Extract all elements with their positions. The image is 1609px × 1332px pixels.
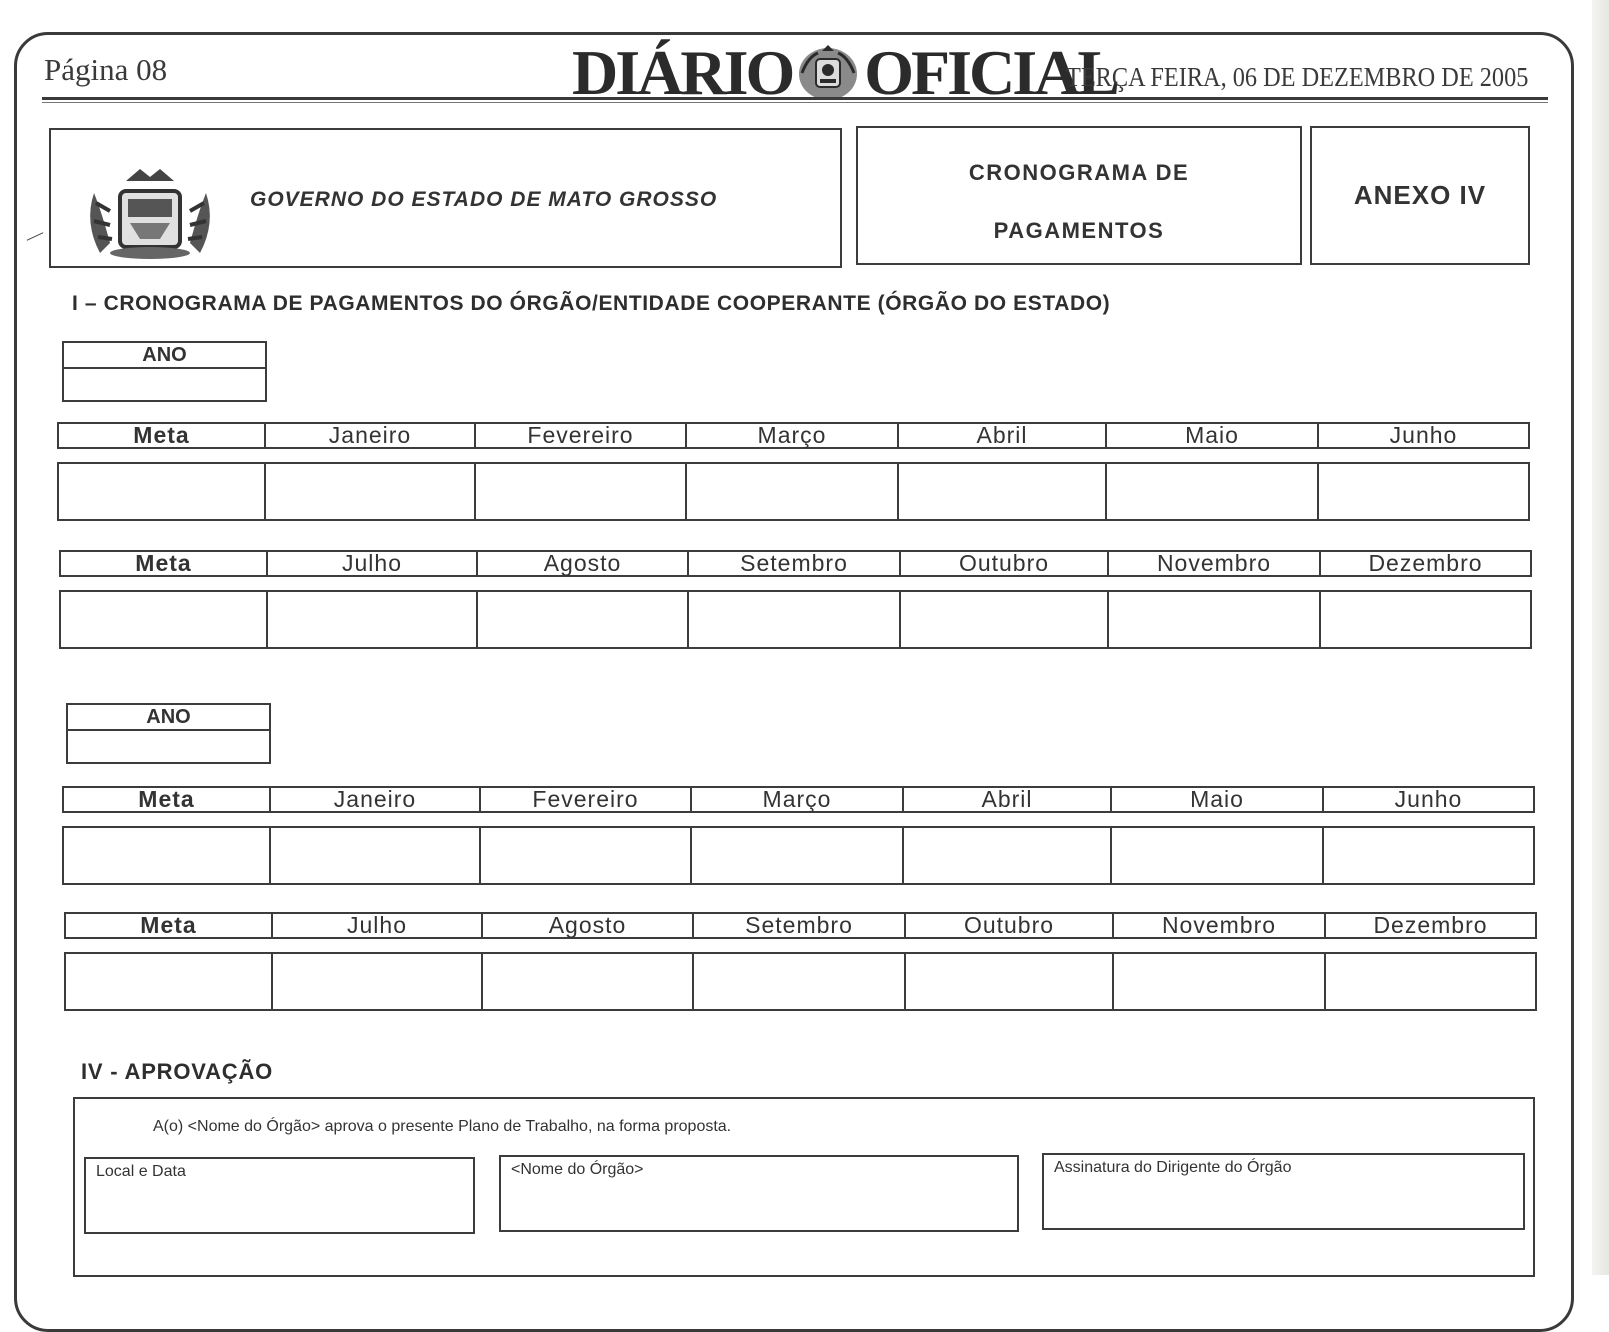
month-header: Novembro <box>1113 913 1325 938</box>
month-header: Janeiro <box>270 787 480 812</box>
meta-header: Meta <box>60 551 267 576</box>
local-date-label: Local e Data <box>96 1163 186 1180</box>
row-gap <box>58 448 1529 463</box>
month-value-cell[interactable] <box>1323 827 1534 884</box>
month-value-cell[interactable] <box>267 591 477 648</box>
month-value-cell[interactable] <box>688 591 900 648</box>
month-header: Fevereiro <box>475 423 686 448</box>
row-gap <box>65 938 1536 953</box>
section-1-title: I – CRONOGRAMA DE PAGAMENTOS DO ÓRGÃO/ENTIDADE COOPERANTE (ÓRGÃO DO ESTADO) <box>72 292 1111 315</box>
month-header: Setembro <box>693 913 905 938</box>
local-date-field[interactable] <box>84 1157 475 1234</box>
signature-field[interactable] <box>1042 1153 1525 1230</box>
month-value-cell[interactable] <box>693 953 905 1010</box>
month-value-cell[interactable] <box>1111 827 1323 884</box>
government-name: GOVERNO DO ESTADO DE MATO GROSSO <box>250 188 718 211</box>
month-value-cell[interactable] <box>1320 591 1531 648</box>
month-header: Outubro <box>900 551 1108 576</box>
row-gap <box>63 812 1534 827</box>
annex-label: ANEXO IV <box>1353 180 1487 210</box>
schedule-table-1b <box>59 550 1532 649</box>
organ-name-label: <Nome do Órgão> <box>511 1161 644 1178</box>
scan-edge-shade <box>1592 0 1609 1275</box>
month-value-cell[interactable] <box>270 827 480 884</box>
section-4-title: IV - APROVAÇÃO <box>81 1059 274 1084</box>
month-value-cell[interactable] <box>480 827 691 884</box>
schedule-table-1a <box>57 422 1530 521</box>
year-label: ANO <box>68 705 269 731</box>
month-value-cell[interactable] <box>691 827 903 884</box>
schedule-table-2a <box>62 786 1535 885</box>
meta-header: Meta <box>58 423 265 448</box>
month-header: Abril <box>903 787 1111 812</box>
publication-date: TERÇA FEIRA, 06 DE DEZEMBRO DE 2005 <box>1066 62 1529 92</box>
month-header: Dezembro <box>1320 551 1531 576</box>
row-gap <box>60 576 1531 591</box>
month-header: Julho <box>267 551 477 576</box>
month-header: Agosto <box>482 913 693 938</box>
month-value-cell[interactable] <box>903 827 1111 884</box>
schedule-table-2b <box>64 912 1537 1011</box>
month-value-cell[interactable] <box>898 463 1106 520</box>
coat-of-arms-icon <box>796 43 860 103</box>
meta-value-cell[interactable] <box>65 953 272 1010</box>
month-value-cell[interactable] <box>482 953 693 1010</box>
year-box-2 <box>66 703 271 764</box>
cronograma-box <box>856 126 1302 265</box>
meta-value-cell[interactable] <box>63 827 270 884</box>
meta-header: Meta <box>63 787 270 812</box>
signature-label: Assinatura do Dirigente do Órgão <box>1054 1159 1292 1176</box>
month-header: Novembro <box>1108 551 1320 576</box>
year-box-1 <box>62 341 267 402</box>
month-value-cell[interactable] <box>475 463 686 520</box>
header-rule <box>42 97 1548 100</box>
approval-statement: A(o) <Nome do Órgão> aprova o presente Plano de Trabalho, na forma proposta. <box>153 1118 732 1135</box>
month-value-cell[interactable] <box>905 953 1113 1010</box>
month-header: Julho <box>272 913 482 938</box>
month-header: Maio <box>1111 787 1323 812</box>
month-header: Agosto <box>477 551 688 576</box>
month-value-cell[interactable] <box>477 591 688 648</box>
month-header: Junho <box>1323 787 1534 812</box>
month-value-cell[interactable] <box>1106 463 1318 520</box>
page-number: Página 08 <box>44 52 168 87</box>
month-value-cell[interactable] <box>1325 953 1536 1010</box>
meta-value-cell[interactable] <box>60 591 267 648</box>
month-value-cell[interactable] <box>900 591 1108 648</box>
month-header: Março <box>686 423 898 448</box>
month-header: Janeiro <box>265 423 475 448</box>
organ-name-field[interactable] <box>499 1155 1019 1232</box>
month-value-cell[interactable] <box>265 463 475 520</box>
month-header: Dezembro <box>1325 913 1536 938</box>
month-value-cell[interactable] <box>272 953 482 1010</box>
cronograma-title-line1: CRONOGRAMA DE <box>968 160 1190 185</box>
month-value-cell[interactable] <box>686 463 898 520</box>
month-header: Fevereiro <box>480 787 691 812</box>
month-header: Junho <box>1318 423 1529 448</box>
year-label: ANO <box>64 343 265 369</box>
month-header: Março <box>691 787 903 812</box>
masthead-right: OFICIAL <box>864 37 1118 108</box>
month-value-cell[interactable] <box>1108 591 1320 648</box>
state-crest-icon <box>80 163 220 260</box>
month-header: Outubro <box>905 913 1113 938</box>
month-header: Abril <box>898 423 1106 448</box>
meta-value-cell[interactable] <box>58 463 265 520</box>
month-value-cell[interactable] <box>1113 953 1325 1010</box>
month-value-cell[interactable] <box>1318 463 1529 520</box>
cronograma-title-line2: PAGAMENTOS <box>993 218 1165 243</box>
header-rule-thin <box>42 102 1548 103</box>
meta-header: Meta <box>65 913 272 938</box>
masthead-left: DIÁRIO <box>572 37 793 108</box>
month-header: Maio <box>1106 423 1318 448</box>
month-header: Setembro <box>688 551 900 576</box>
